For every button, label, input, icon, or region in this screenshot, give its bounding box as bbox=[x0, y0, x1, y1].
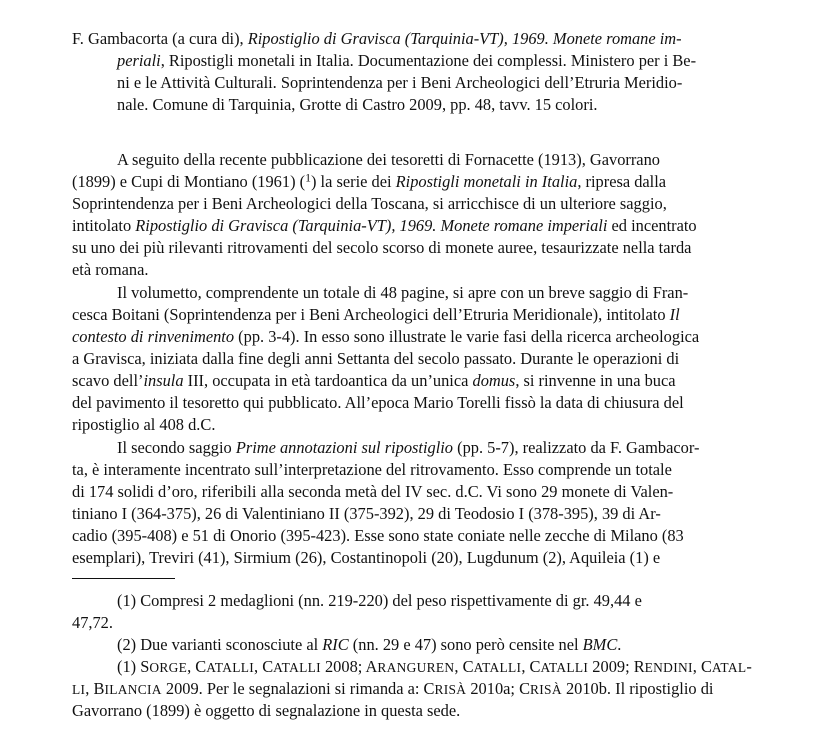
body-line: Soprintendenza per i Beni Archeologici della Toscana, si arricchisce di un ulteriore saggio, bbox=[72, 194, 667, 213]
bibliography-line-4: nale. Comune di Tarquinia, Grotte di Castro 2009, pp. 48, tavv. 15 colori. bbox=[117, 95, 598, 114]
footnote-separator bbox=[72, 578, 175, 579]
bibliography-line-3: ni e le Attività Culturali. Soprintendenza per i Beni Archeologici dell’Etruria Meridio- bbox=[117, 73, 683, 92]
bibliography-line-2: periali, Ripostigli monetali in Italia. Documentazione dei complessi. Ministero per i Be- bbox=[117, 51, 697, 70]
footnote-ref: 1 bbox=[305, 170, 311, 185]
body-line: Il volumetto, comprendente un totale di 48 pagine, si apre con un breve saggio di Fran- bbox=[117, 283, 689, 302]
footnote-line: 47,72. bbox=[72, 613, 113, 632]
body-line: contesto di rinvenimento (pp. 3-4). In esso sono illustrate le varie fasi della ricerca archeologica bbox=[72, 327, 700, 346]
body-line: cadio (395-408) e 51 di Onorio (395-423). Esse sono state coniate nelle zecche di Milano (83 bbox=[72, 526, 684, 545]
book-title: Ripostiglio di Gravisca (Tarquinia-VT), 1969. Monete romane im- bbox=[247, 29, 682, 48]
body-line: tiniano I (364-375), 26 di Valentiniano II (375-392), 29 di Teodosio I (378-395), 39 di Ar- bbox=[72, 504, 661, 523]
body-line: Il secondo saggio Prime annotazioni sul ripostiglio (pp. 5-7), realizzato da F. Gambacor- bbox=[117, 438, 700, 457]
body-line: A seguito della recente pubblicazione dei tesoretti di Fornacette (1913), Gavorrano bbox=[117, 150, 660, 169]
body-line: cesca Boitani (Soprintendenza per i Beni Archeologici dell’Etruria Meridionale), intitolato Il bbox=[72, 305, 680, 324]
body-line: esemplari), Treviri (41), Sirmium (26), Costantinopoli (20), Lugdunum (2), Aquileia (1) e bbox=[72, 548, 661, 567]
body-line: età romana. bbox=[72, 260, 149, 279]
body-line: su uno dei più rilevanti ritrovamenti del secolo scorso di monete auree, tesaurizzate nella tarda bbox=[72, 238, 692, 257]
body-line: di 174 solidi d’oro, riferibili alla seconda metà del IV sec. d.C. Vi sono 29 monete di Valen- bbox=[72, 482, 674, 501]
footnote-line: Gavorrano (1899) è oggetto di segnalazione in questa sede. bbox=[72, 701, 461, 720]
body-line: intitolato Ripostiglio di Gravisca (Tarquinia-VT), 1969. Monete romane imperiali ed incentrato bbox=[72, 216, 697, 235]
body-line: ripostiglio al 408 d.C. bbox=[72, 415, 216, 434]
bibliography-line-1: F. Gambacorta (a cura di), Ripostiglio di Gravisca (Tarquinia-VT), 1969. Monete romane im- bbox=[72, 29, 682, 48]
footnote-line: (2) Due varianti sconosciute al RIC (nn. 29 e 47) sono però censite nel BMC. bbox=[117, 635, 622, 654]
body-line: (1899) e Cupi di Montiano (1961) ($^1$) la serie dei Ripostigli monetali in Italia, ripresa dalla bbox=[72, 170, 667, 191]
body-line: a Gravisca, iniziata dalla fine degli anni Settanta del secolo passato. Durante le operazioni di bbox=[72, 349, 680, 368]
body-line: del pavimento il tesoretto qui pubblicato. All’epoca Mario Torelli fissò la data di chiusura del bbox=[72, 393, 684, 412]
body-line: ta, è interamente incentrato sull’interpretazione del ritrovamento. Esso comprende un totale bbox=[72, 460, 672, 479]
footnote-line: (1) SORGE, CATALLI, CATALLI 2008; ARANGUREN, CATALLI, CATALLI 2009; RENDINI, CATAL- bbox=[117, 657, 752, 676]
footnote-line: LI, BILANCIA 2009. Per le segnalazioni si rimanda a: CRISÀ 2010a; CRISÀ 2010b. Il ripostiglio di bbox=[72, 679, 714, 698]
body-line: scavo dell’insula III, occupata in età tardoantica da un’unica domus, si rinvenne in una buca bbox=[72, 371, 676, 390]
footnote-line: (1) Compresi 2 medaglioni (nn. 219-220) del peso rispettivamente di gr. 49,44 e bbox=[117, 591, 642, 610]
